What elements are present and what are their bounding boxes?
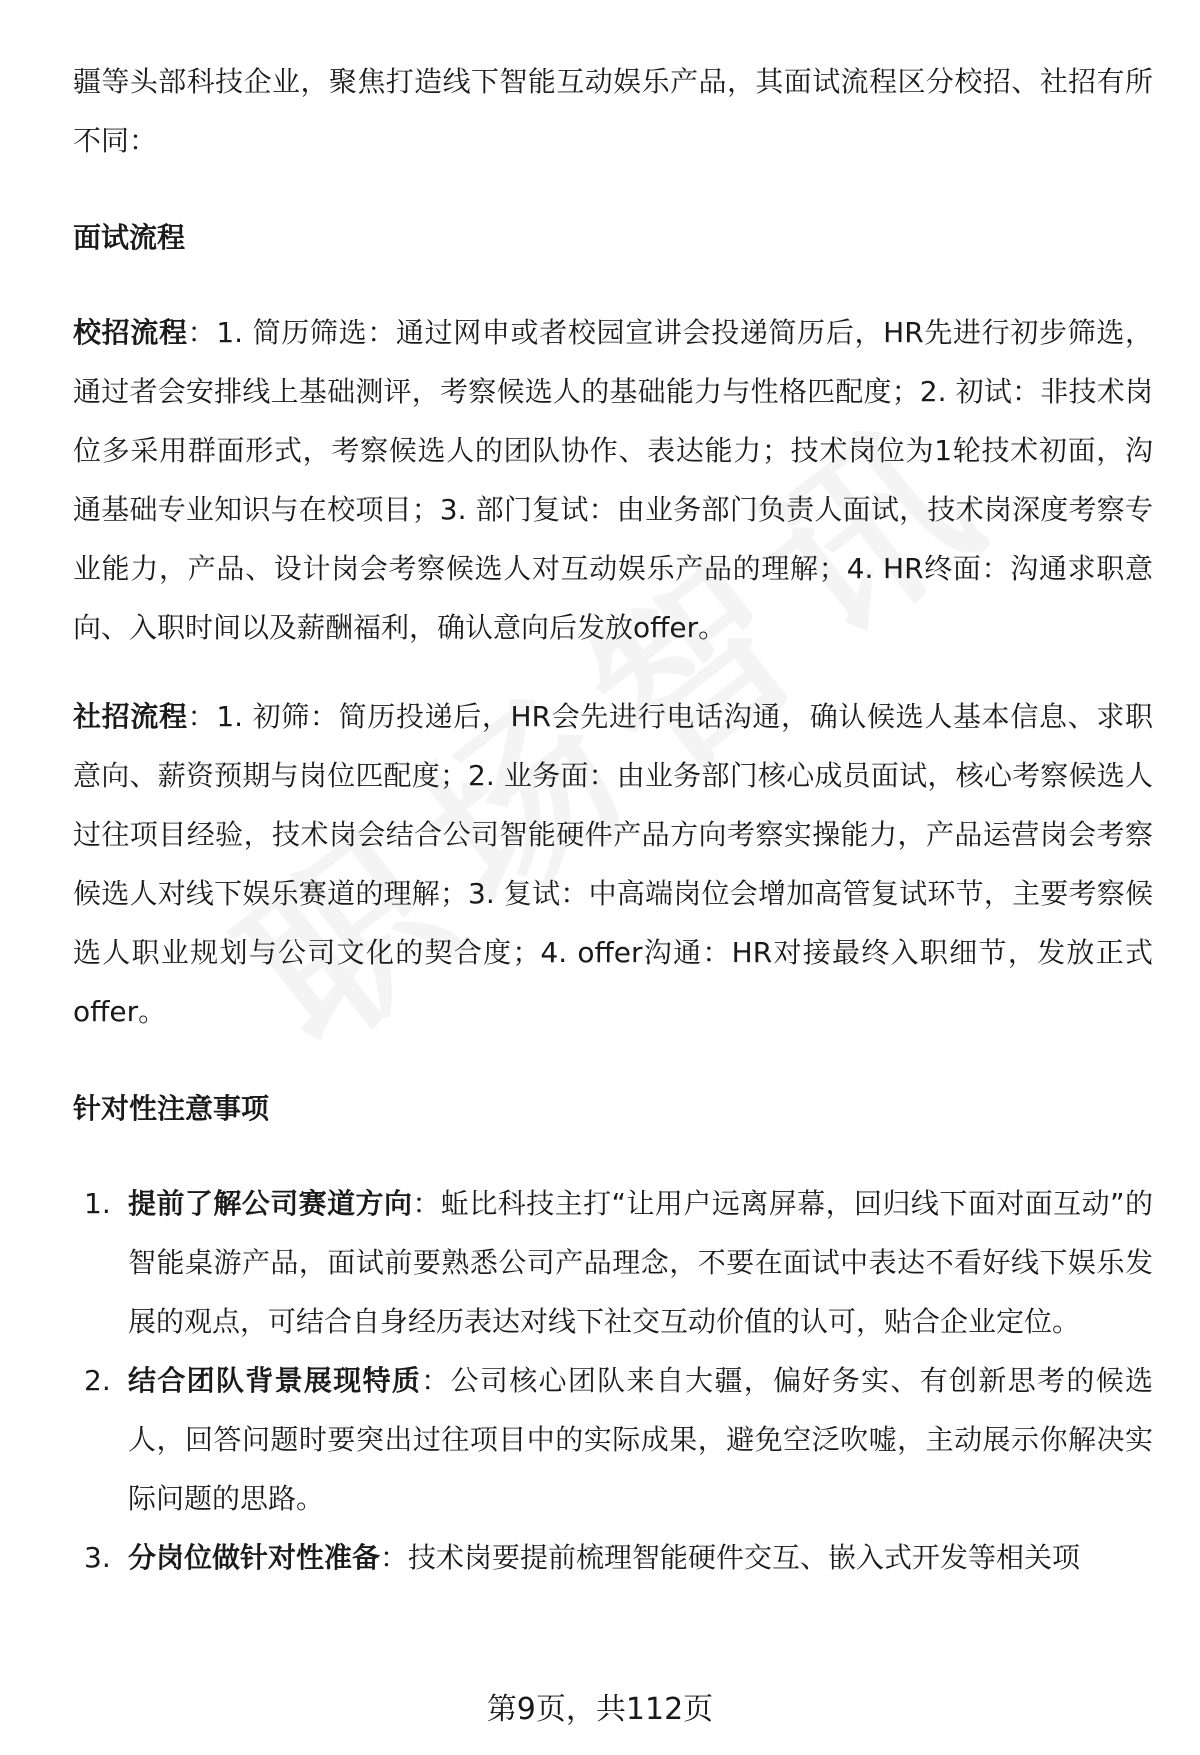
campus-process-text: ：1. 简历筛选：通过网申或者校园宣讲会投递简历后，HR先进行初步筛选，通过者会安排线上基础测评，考察候选人的基础能力与性格匹配度；2. 初试：非技术岗位多采用群面形式，考察候选人的团队协作、表达能力；技术岗位为1轮技术初面，沟通基础专业知识与在校项目；3. 部门复试：由业务部门负责人面试，技术岗深度考察专业能力，产品、设计岗会考察候选人对互动娱乐产品的理解；4. HR终面：沟通求职意向、入职时间以及薪酬福利，确认意向后发放offer。 (73, 316, 1153, 644)
list-item (73, 1174, 1153, 1351)
list-item-number: 2. (84, 1364, 111, 1397)
campus-process-label: 校招流程 (73, 316, 188, 349)
social-process-text: ：1. 初筛：简历投递后，HR会先进行电话沟通，确认候选人基本信息、求职意向、薪资预期与岗位匹配度；2. 业务面：由业务部门核心成员面试，核心考察候选人过往项目经验，技术岗会结合公司智能硬件产品方向考察实操能力，产品运营岗会考察候选人对线下娱乐赛道的理解；3. 复试：中高端岗位会增加高管复试环节，主要考察候选人职业规划与公司文化的契合度；4. offer沟通：HR对接最终入职细节，发放正式offer。 (73, 700, 1153, 1028)
list-item-number: 3. (84, 1541, 111, 1574)
social-process-paragraph (73, 687, 1153, 1041)
list-item-number: 1. (84, 1187, 111, 1220)
list-item-label: 结合团队背景展现特质 (128, 1364, 422, 1397)
list-item-label: 分岗位做针对性准备 (128, 1541, 381, 1574)
list-item (73, 1528, 1153, 1587)
list-item-label: 提前了解公司赛道方向 (128, 1187, 413, 1220)
list-item (73, 1351, 1153, 1528)
page-number-footer: 第9页，共112页 (486, 1692, 714, 1727)
page-content (73, 52, 1153, 1587)
section-title-tips: 针对性注意事项 (73, 1092, 270, 1125)
section-title-interview-process: 面试流程 (73, 221, 186, 254)
list-item-text: ：公司核心团队来自大疆，偏好务实、有创新思考的候选人，回答问题时要突出过往项目中的实际成果，避免空泛吹嘘，主动展示你解决实际问题的思路。 (128, 1364, 1153, 1515)
intro-paragraph: 疆等头部科技企业，聚焦打造线下智能互动娱乐产品，其面试流程区分校招、社招有所不同： (73, 65, 1153, 157)
social-process-label: 社招流程 (73, 700, 188, 733)
campus-process-paragraph (73, 303, 1153, 657)
list-item-text: ：技术岗要提前梳理智能硬件交互、嵌入式开发等相关项 (380, 1541, 1081, 1574)
tips-list (73, 1174, 1153, 1587)
list-item-text: ：蚯比科技主打“让用户远离屏幕，回归线下面对面互动”的智能桌游产品，面试前要熟悉公司产品理念，不要在面试中表达不看好线下娱乐发展的观点，可结合自身经历表达对线下社交互动价值的认可，贴合企业定位。 (128, 1187, 1153, 1338)
